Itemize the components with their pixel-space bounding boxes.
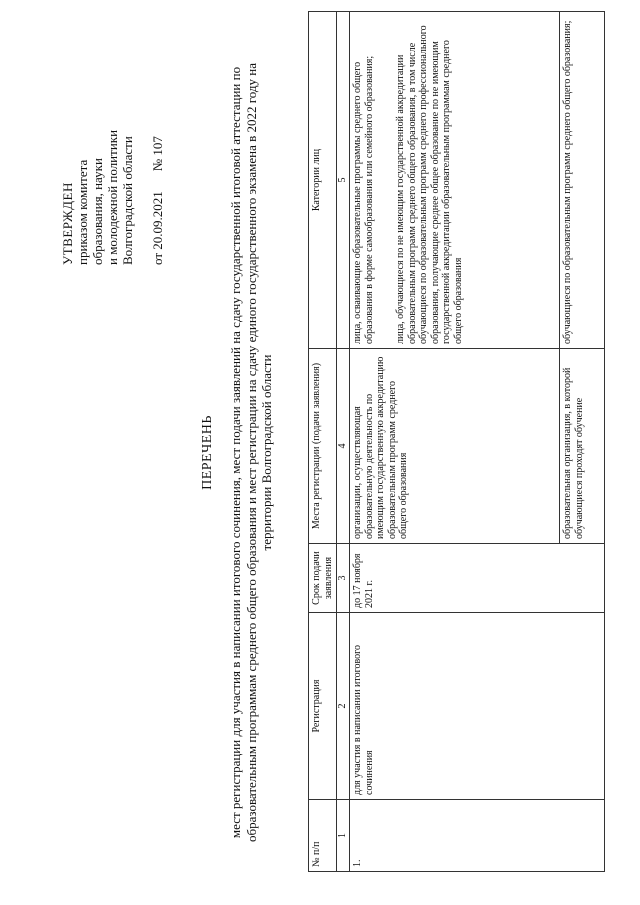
header-registration: Регистрация <box>309 613 337 800</box>
column-number: 5 <box>337 12 350 349</box>
approval-block <box>60 25 165 265</box>
column-number: 3 <box>337 544 350 613</box>
approval-line: образования, науки <box>90 158 105 265</box>
row-place: организации, осуществляющая образовательную деятельность по имеющим государственную аккредитацию образовательным программ среднего общего образования <box>350 349 560 544</box>
table-row <box>350 12 560 872</box>
category-text: лица, осваивающие образовательные программы среднего общего образования в форме самообразования или семейного образования; <box>352 55 375 344</box>
document-subtitle: мест регистрации для участия в написании итогового сочинения, мест подачи заявлений на сдачу государственной итоговой аттестации по образовательным программам среднего общего образования и мест регистрации на сдачу единого государственного экзамена в 2022 году на территории Волгоградской области <box>228 63 274 842</box>
column-number: 4 <box>337 349 350 544</box>
category-text: лица, обучающиеся по не имеющим государственной аккредитации образовательным программ среднего общего образования, в том числе обучающиеся по образовательным программ среднего профессионального образования, получающие среднее общее образование по не имеющим государственной аккредитации образовательным программам среднего общего образования <box>395 25 464 344</box>
column-number-row <box>337 12 350 872</box>
header-places: Места регистрации (подачи заявления) <box>309 349 337 544</box>
approval-number: № 107 <box>150 136 165 172</box>
approval-line: Волгоградской области <box>120 136 135 265</box>
header-deadline: Срок подачи заявления <box>309 544 337 613</box>
row-categories <box>350 12 560 349</box>
document-title: ПЕРЕЧЕНЬ <box>200 415 215 490</box>
column-number: 1 <box>337 800 350 872</box>
registration-table <box>308 11 605 872</box>
row-registration: для участия в написании итогового сочинения <box>350 613 605 800</box>
approval-line: приказом комитета <box>75 159 90 265</box>
approval-stamp: УТВЕРЖДЕН <box>60 182 75 265</box>
row-place: образовательная организация, в которой обучающиеся проходят обучение <box>560 349 605 544</box>
header-num: № п/п <box>309 800 337 872</box>
header-categories: Категории лиц <box>309 12 337 349</box>
row-deadline: до 17 ноября 2021 г. <box>350 544 605 613</box>
row-number: 1. <box>350 800 605 872</box>
approval-date: от 20.09.2021 <box>150 191 165 265</box>
table-header-row <box>309 12 337 872</box>
row-categories: обучающиеся по образовательным программ среднего общего образования; <box>560 12 605 349</box>
approval-date-row <box>150 25 165 265</box>
approval-line: и молодежной политики <box>105 129 120 265</box>
column-number: 2 <box>337 613 350 800</box>
